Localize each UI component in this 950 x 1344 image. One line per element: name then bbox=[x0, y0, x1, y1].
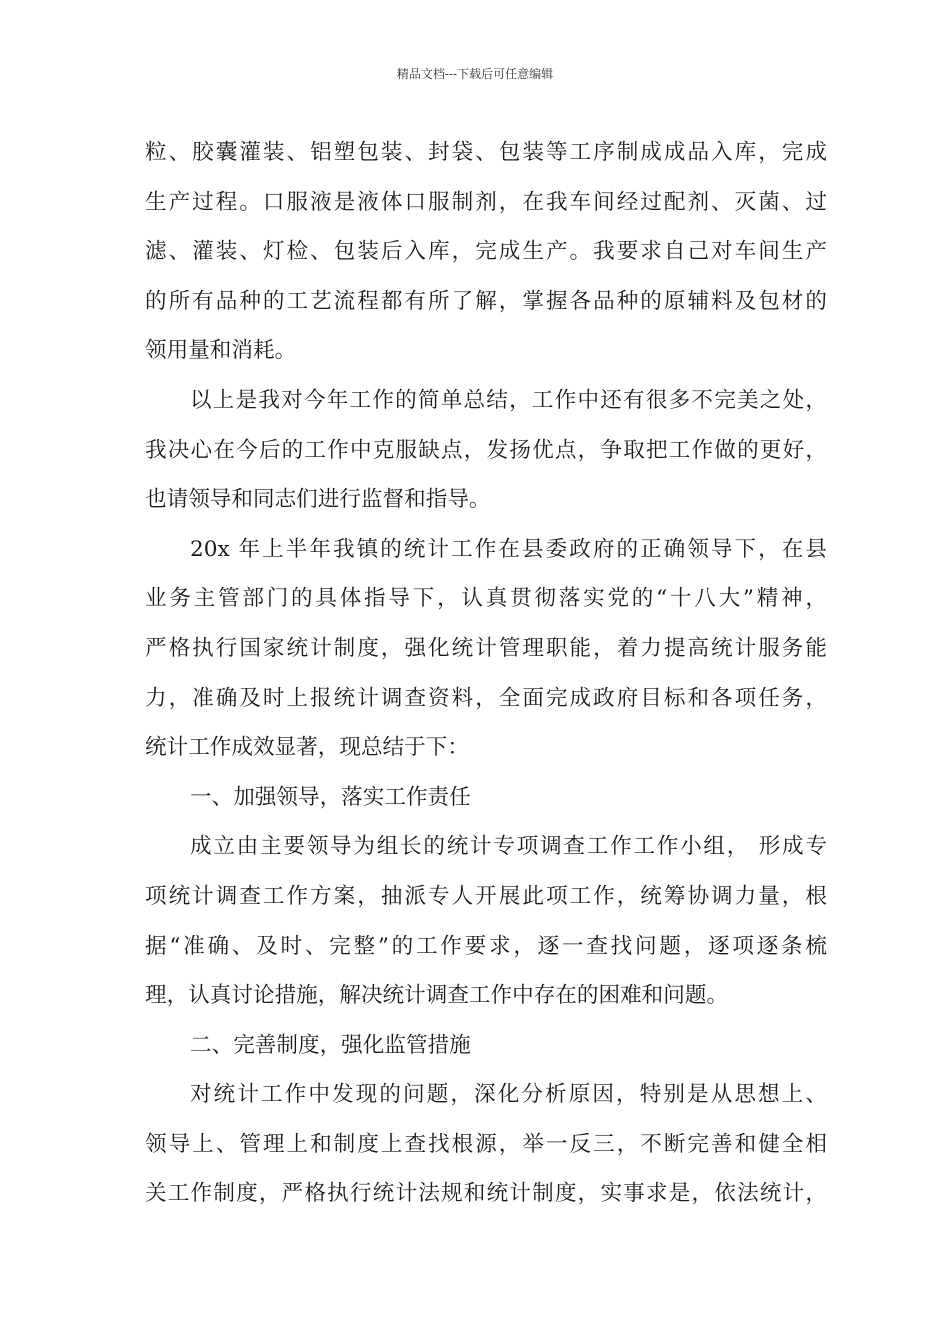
text-line: 理，认真讨论措施，解决统计调查工作中存在的困难和问题。 bbox=[145, 983, 729, 1009]
document-body bbox=[145, 128, 827, 1219]
text-line: 粒、胶囊灌装、铝塑包装、封袋、包装等工序制成成品入库，完成 bbox=[145, 140, 827, 165]
text-line: 的所有品种的工艺流程都有所了解，掌握各品种的原辅料及包材的 bbox=[145, 288, 827, 314]
text-line: 滤、灌装、灯检、包装后入库，完成生产。我要求自己对车间生产 bbox=[145, 239, 827, 265]
text-line: 一、加强领导，落实工作责任 bbox=[190, 784, 471, 810]
text-line: 二、完善制度，强化监管措施 bbox=[190, 1032, 471, 1058]
text-line: 统计工作成效显著，现总结于下： bbox=[145, 735, 469, 761]
text-line: 也请领导和同志们进行监督和指导。 bbox=[145, 487, 491, 513]
text-line: 业务主管部门的具体指导下，认真贯彻落实党的“十八大”精神， bbox=[145, 586, 827, 612]
text-line: 20x 年上半年我镇的统计工作在县委政府的正确领导下，在县 bbox=[190, 536, 827, 562]
text-line: 领用量和消耗。 bbox=[145, 338, 297, 364]
text-line: 领导上、管理上和制度上查找根源，举一反三，不断完善和健全相 bbox=[145, 1131, 827, 1157]
text-line: 项统计调查工作方案，抽派专人开展此项工作，统筹协调力量，根 bbox=[145, 883, 827, 909]
text-line: 成立由主要领导为组长的统计专项调查工作工作小组， 形成专 bbox=[190, 834, 827, 860]
text-line: 据“准确、及时、完整”的工作要求，逐一查找问题，逐项逐条梳 bbox=[145, 933, 827, 959]
text-line: 力，准确及时上报统计调查资料，全面完成政府目标和各项任务， bbox=[145, 685, 827, 711]
text-line: 以上是我对今年工作的简单总结，工作中还有很多不完美之处， bbox=[190, 387, 827, 413]
text-line: 生产过程。口服液是液体口服制剂，在我车间经过配剂、灭菌、过 bbox=[145, 189, 827, 215]
text-line: 对统计工作中发现的问题，深化分析原因，特别是从思想上、 bbox=[190, 1082, 827, 1108]
text-line: 关工作制度，严格执行统计法规和统计制度，实事求是，依法统计， bbox=[145, 1181, 827, 1207]
text-line: 我决心在今后的工作中克服缺点，发扬优点，争取把工作做的更好， bbox=[145, 437, 827, 463]
text-line: 严格执行国家统计制度，强化统计管理职能，着力提高统计服务能 bbox=[145, 635, 827, 661]
page-header: 精品文档---下载后可任意编辑 bbox=[396, 67, 554, 81]
